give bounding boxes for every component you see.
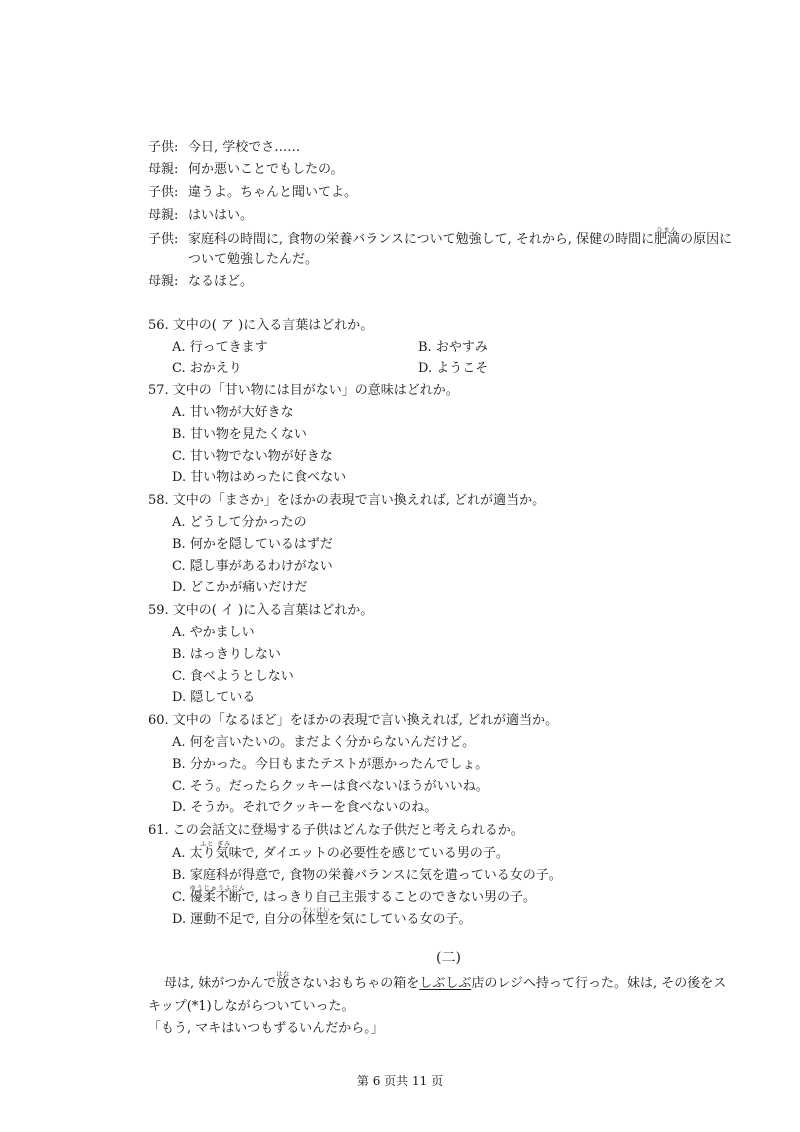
q56-option-d: D. ようこそ	[418, 361, 489, 376]
ruby-word	[189, 841, 242, 861]
q57-option-a: A. 甘い物が大好きな	[172, 405, 294, 420]
q56-option-b: B. おやすみ	[418, 340, 488, 355]
dialogue-line: 違うよ。ちゃんと聞いてよ。	[188, 185, 358, 200]
dialogue-line: 今日, 学校でさ……	[188, 140, 301, 155]
speaker-label: 母親:	[148, 208, 179, 223]
q61-option-a	[172, 841, 509, 862]
section-heading: (二)	[436, 950, 461, 966]
ruby-reading: はな	[276, 971, 291, 978]
option-text: D. 運動不足で, 自分の	[172, 912, 303, 927]
question-57-stem: 57. 文中の「甘い物には目がない」の意味はどれか。	[148, 383, 459, 398]
dialogue-line: なるほど。	[188, 274, 254, 289]
option-text: を気にしている女の子。	[328, 912, 472, 927]
question-58-stem: 58. 文中の「まさか」をほかの表現で言い換えれば, どれが適当か。	[148, 493, 546, 508]
ruby-word	[654, 227, 681, 247]
q60-option-c: C. そう。だったらクッキーは食べないほうがいいね。	[172, 779, 489, 794]
passage-text: さないおもちゃの箱を	[289, 976, 420, 991]
q59-option-b: B. はっきりしない	[172, 647, 281, 662]
ruby-base: 放	[276, 976, 290, 991]
question-56-stem: 56. 文中の( ア )に入る言葉はどれか。	[148, 318, 374, 333]
question-61-stem: 61. この会話文に登場する子供はどんな子供だと考えられるか。	[148, 823, 524, 838]
speaker-label: 母親:	[148, 274, 179, 289]
q58-option-b: B. 何かを隠しているはずだ	[172, 537, 333, 552]
dialogue-line: 何か悪いことでもしたの。	[188, 162, 344, 177]
dialogue-line-continued: ついて勉強したんだ。	[188, 252, 319, 267]
q56-option-a: A. 行ってきます	[172, 340, 268, 355]
question-60-stem: 60. 文中の「なるほど」をほかの表現で言い換えれば, どれが適当か。	[148, 713, 559, 728]
q60-option-d: D. そうか。それでクッキーを食べないのね。	[172, 800, 438, 815]
q60-option-a: A. 何を言いたいの。まだよく分からないんだけど。	[172, 735, 476, 750]
q58-option-d: D. どこかが痛いだけだ	[172, 580, 308, 595]
q61-option-b: B. 家庭科が得意で, 食物の栄養バランスに気を遣っている女の子。	[172, 868, 562, 883]
q60-option-b: B. 分かった。今日もまたテストが悪かったんでしょ。	[172, 757, 489, 772]
q58-option-a: A. どうして分かったの	[172, 515, 307, 530]
q59-option-c: C. 食べようとしない	[172, 669, 294, 684]
q56-option-c: C. おかえり	[172, 361, 242, 376]
q58-option-c: C. 隠し事があるわけがない	[172, 559, 333, 574]
passage-line: キップ(*1)しながらついていった。	[148, 999, 355, 1014]
q61-option-d	[172, 907, 472, 928]
q59-option-d: D. 隠している	[172, 690, 256, 705]
speaker-label: 母親:	[148, 162, 179, 177]
ruby-base: 肥満	[654, 232, 681, 247]
q57-option-d: D. 甘い物はめったに食べない	[172, 470, 347, 485]
speaker-label: 子供:	[148, 232, 179, 247]
underlined-word: しぶしぶ	[419, 976, 472, 991]
ruby-word	[276, 971, 291, 991]
speaker-label: 子供:	[148, 185, 179, 200]
dialogue-line: はいはい。	[188, 208, 254, 223]
q57-option-b: B. 甘い物を見たくない	[172, 427, 307, 442]
ruby-base: 優柔不断	[189, 890, 242, 905]
dialogue-line	[188, 227, 733, 248]
passage-text: 母は, 妹がつかんで	[164, 976, 277, 991]
ruby-reading: ゆうじゅうふだん	[189, 885, 246, 892]
passage-line	[164, 971, 727, 992]
option-text: C.	[172, 890, 190, 905]
dialogue-text: 家庭科の時間に, 食物の栄養バランスについて勉強して, それから, 保健の時間に	[188, 232, 655, 247]
q61-option-c	[172, 885, 537, 906]
ruby-reading: たいけい	[302, 907, 331, 914]
option-text: で, ダイエットの必要性を感じている男の子。	[241, 846, 509, 861]
option-text: A.	[172, 846, 190, 861]
dialogue-text: の原因に	[680, 232, 733, 247]
ruby-base: 太り気味	[189, 846, 242, 861]
page-number: 第 6 页共 11 页	[356, 1074, 444, 1088]
speaker-label: 子供:	[148, 140, 179, 155]
ruby-reading: ふと ぎみ	[200, 841, 232, 848]
ruby-reading: ひまん	[656, 227, 678, 234]
q57-option-c: C. 甘い物でない物が好きな	[172, 449, 333, 464]
q59-option-a: A. やかましい	[172, 625, 255, 640]
ruby-base: 体型	[302, 912, 329, 927]
ruby-word	[189, 885, 246, 905]
passage-line: 「もう, マキはいつもずるいんだから。」	[148, 1021, 384, 1036]
passage-text: 店のレジへ持って行った。妹は, その後をス	[471, 976, 727, 991]
option-text: で, はっきり自己主張することのできない男の子。	[241, 890, 537, 905]
question-59-stem: 59. 文中の( イ )に入る言葉はどれか。	[148, 603, 374, 618]
ruby-word	[302, 907, 331, 927]
